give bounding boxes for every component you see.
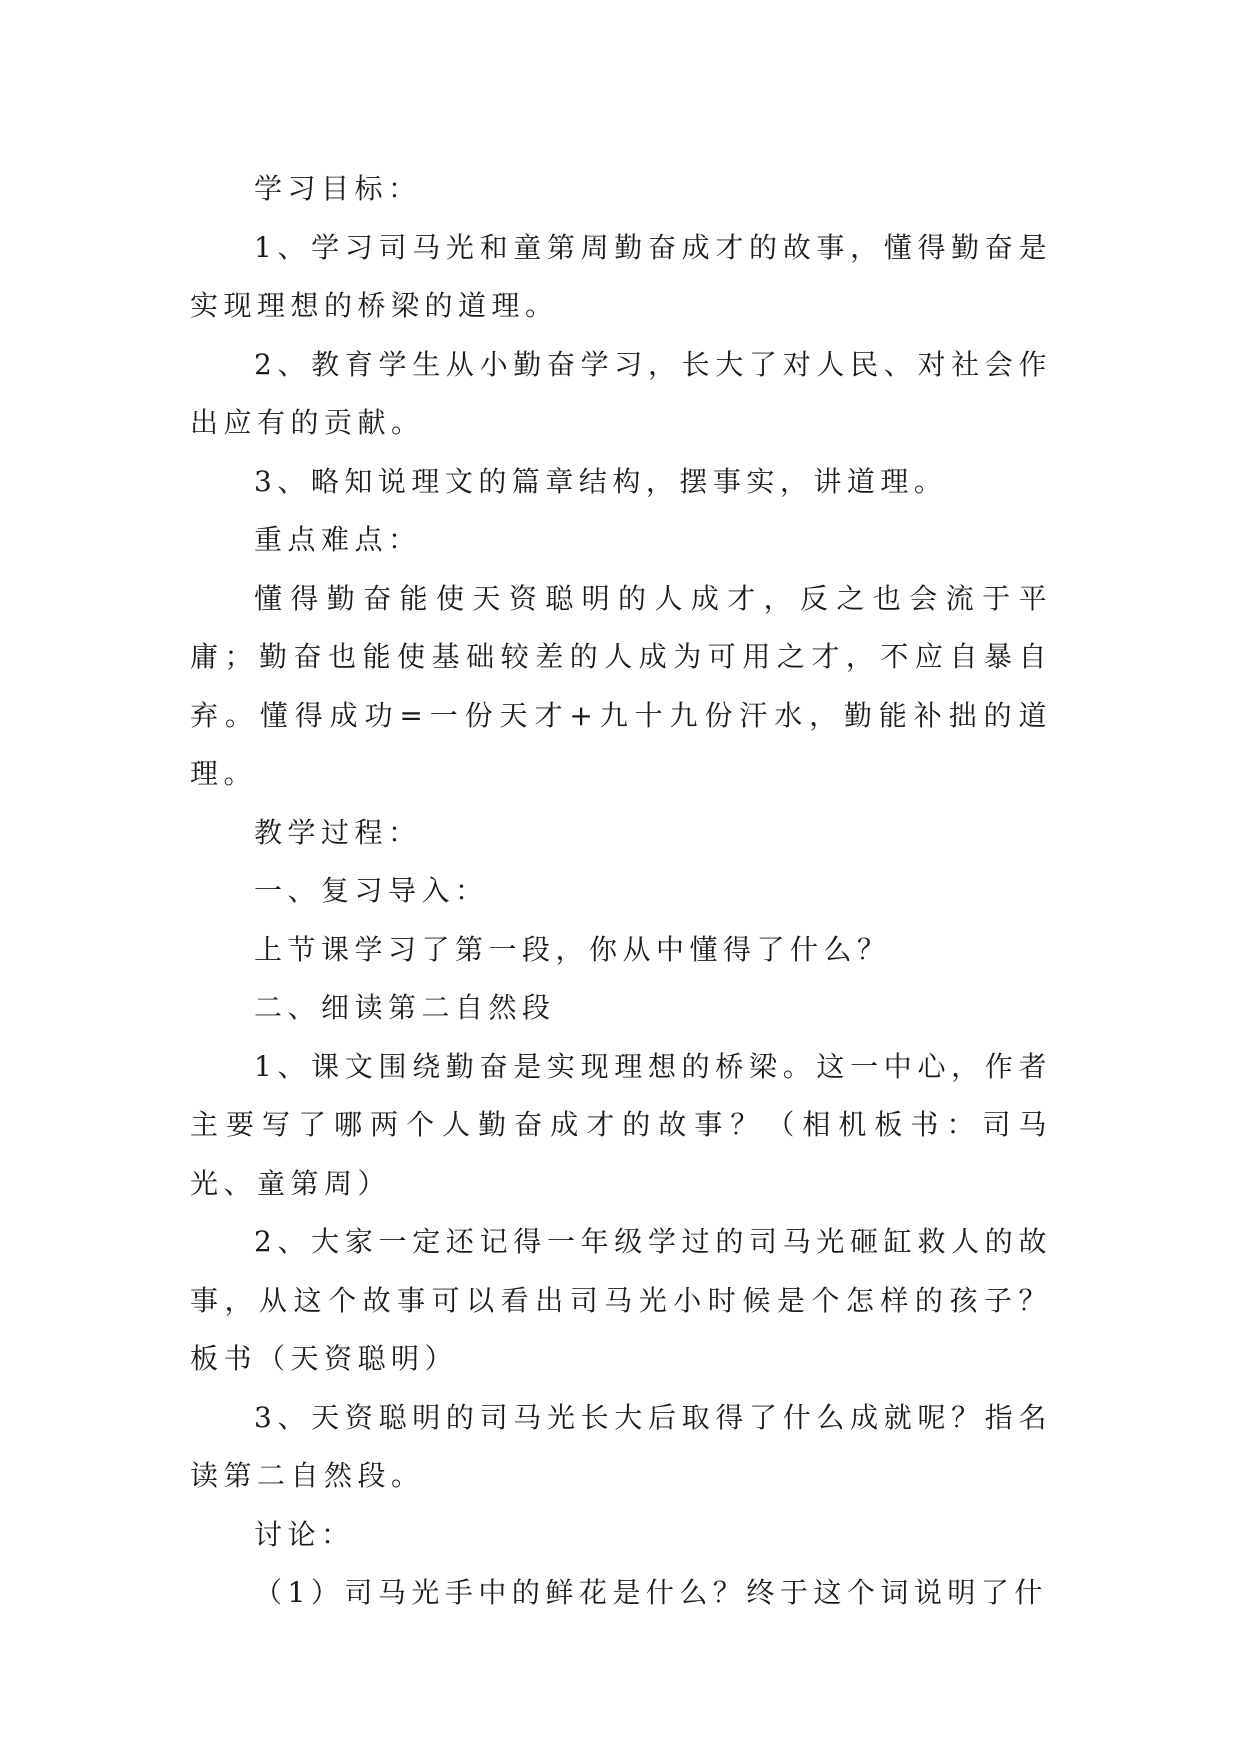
document-body bbox=[190, 160, 1052, 1623]
review-question: 上节课学习了第一段，你从中懂得了什么？ bbox=[254, 932, 891, 966]
heading-learning-goals: 学习目标： bbox=[254, 172, 422, 205]
heading-teaching-process: 教学过程： bbox=[254, 815, 422, 849]
heading-discussion: 讨论： bbox=[254, 1517, 355, 1551]
section-review-intro: 一、复习导入： bbox=[254, 874, 489, 907]
discussion-item-1: （1）司马光手中的鲜花是什么？终于这个词说明了什 bbox=[254, 1576, 1048, 1609]
step-item-2: 2、大家一定还记得一年级学过的司马光砸缸救人的故事，从这个故事可以看出司马光小时候是个怎样的孩子？板书（天资聪明） bbox=[190, 1225, 1052, 1375]
step-item-3: 3、天资聪明的司马光长大后取得了什么成就呢？指名读第二自然段。 bbox=[190, 1400, 1052, 1492]
heading-key-points: 重点难点： bbox=[254, 523, 422, 556]
step-item-1: 1、课文围绕勤奋是实现理想的桥梁。这一中心，作者主要写了哪两个人勤奋成才的故事？（相机板书：司马光、童第周） bbox=[190, 1049, 1052, 1200]
key-points-text: 懂得勤奋能使天资聪明的人成才，反之也会流于平庸；勤奋也能使基础较差的人成为可用之才，不应自暴自弃。懂得成功=一份天才+九十九份汗水，勤能补拙的道理。 bbox=[190, 581, 1052, 790]
goal-item-1: 1、学习司马光和童第周勤奋成才的故事，懂得勤奋是实现理想的桥梁的道理。 bbox=[190, 230, 1052, 322]
section-second-paragraph: 二、细读第二自然段 bbox=[254, 991, 556, 1024]
goal-item-2: 2、教育学生从小勤奋学习，长大了对人民、对社会作出应有的贡献。 bbox=[190, 347, 1052, 439]
goal-item-3: 3、略知说理文的篇章结构，摆事实，讲道理。 bbox=[254, 464, 948, 498]
